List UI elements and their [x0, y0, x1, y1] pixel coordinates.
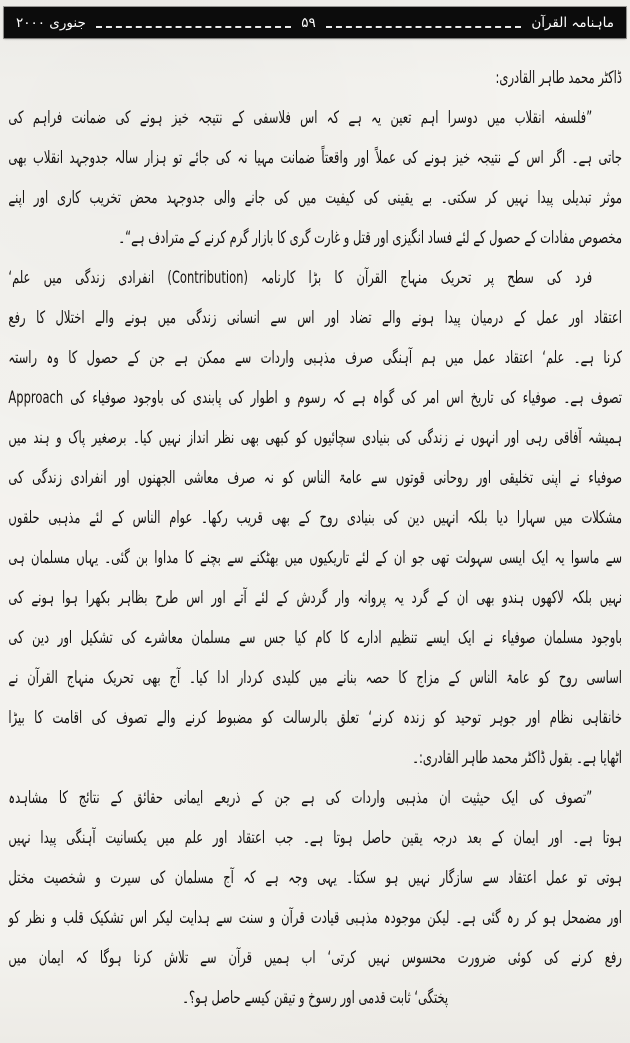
text-line: [8, 458, 622, 498]
text-line-content: اٹھایا ہے۔ بقول ڈاکٹر محمد طاہر القادری:۔: [412, 748, 622, 768]
dash-divider: [326, 26, 522, 28]
text-line: [8, 298, 622, 338]
text-line-content: اور مضمحل ہو کر رہ گئی ہے۔ لیکن موجودہ مذہبی قیادت قرآن و سنت سے ہدایت لیکر اس تشکیک قلب و نظر کو: [8, 908, 622, 928]
text-line: [8, 98, 622, 138]
text-line-content: کرنا ہے۔ علم‘ اعتقاد عمل میں ہم آہنگی صرف مذہبی واردات سے ممکن ہے جن کے حصول کا وہ راستہ: [8, 348, 622, 368]
text-line: [8, 138, 622, 178]
text-line-content: نہیں بلکہ لاکھوں ہندو بھی ان کے گرد یہ پروانہ وار گردش کے لئے آتے اور اس طرح بظاہر بکھرا ہوا ہونے کی: [8, 588, 622, 608]
text-line: [8, 978, 622, 1018]
text-line: [8, 378, 622, 418]
text-line: [8, 818, 622, 858]
text-line: [8, 338, 622, 378]
page-number: ۵۹: [301, 14, 316, 31]
text-line-content: تصوف ہے۔ صوفیاء کی تاریخ اس امر کی گواہ ہے کہ رسوم و اطوار کی پابندی کی باوجود صوفیاء کی Approach: [8, 388, 622, 408]
dash-divider: [96, 26, 292, 28]
text-line-content: ہوتا ہے۔ اور ایمان کے بعد درجہ یقین حاصل ہوتا ہے۔ جب اعتقاد اور علم میں یکسانیت آہنگی پیدا نہیں: [8, 828, 622, 848]
text-line-content: اساسی روح کو عامۃ الناس کے مزاج کا حصہ بنانے میں کلیدی کردار ادا کیا۔ آج بھی تحریک منہاج القرآن نے: [8, 668, 622, 688]
text-line: [8, 858, 622, 898]
text-line-content: مشکلات میں سہارا دیا بلکہ انہیں دین کی بنیادی روح کے بھی قریب رکھا۔ عوام الناس کے لئے مذہبی حلقوں: [8, 508, 622, 528]
text-line-content: ہوتی تو عمل اعتقاد سے سازگار نہیں ہو سکتا۔ یہی وجہ ہے کہ آج مسلمان کی سیرت و شخصیت مختل: [8, 868, 622, 888]
text-line: [8, 258, 622, 298]
text-line-content: سے ماسوا یہ ایک ایسی سہولت تھی جو ان کے لئے تاریکیوں میں بھٹکنے سے بچنے کا مداوا بن گئی۔ یہاں مسلمان ہی: [8, 548, 622, 568]
text-line-content: ڈاکٹر محمد طاہر القادری:: [495, 68, 622, 88]
text-line-content: خانقاہی نظام اور جوہر توحید کو زندہ کرنے‘ تعلق بالرسالت کو مضبوط کرنے والے تصوف کی اقامت کا بیڑا: [8, 708, 622, 728]
text-line-content: ”فلسفہ انقلاب میں دوسرا اہم تعین یہ ہے کہ اس فلاسفی کے نتیجہ خیز ہونے کی ضمانت فراہم کی: [8, 108, 593, 128]
text-line: [8, 898, 622, 938]
text-line-content: رفع کرنے کی کوئی ضرورت محسوس نہیں کرتی‘ اب ہمیں قرآن سے تلاش کرنا ہوگا کہ ایمان میں: [8, 948, 622, 968]
text-line: [8, 418, 622, 458]
text-line-content: فرد کی سطح پر تحریک منہاج القرآن کا بڑا کارنامہ (Contribution) انفرادی زندگی میں علم‘: [8, 268, 593, 288]
text-line: [8, 658, 622, 698]
text-line: [8, 498, 622, 538]
article-text-block: [8, 58, 622, 1018]
text-line: [8, 538, 622, 578]
page-header-bar: [4, 7, 626, 38]
text-line-content: موثر تبدیلی پیدا نہیں کر سکتی۔ بے یقینی کی کیفیت میں کی جانے والی جدوجہد محض تخریب کاری اور اپنے: [8, 188, 622, 208]
text-line-content: صوفیاء نے اپنی تخلیقی اور روحانی قوتوں سے عامۃ الناس کو نہ صرف معاشی الجھنوں اور انفرادی زندگی کی: [8, 468, 622, 488]
text-line-content: اعتقاد اور عمل کے درمیان پیدا ہونے والے تضاد اور اس سے انسانی زندگی میں ہونے والے اختلال کا رفع: [8, 308, 622, 328]
text-line: [8, 618, 622, 658]
text-line: [8, 178, 622, 218]
text-line: [8, 218, 622, 258]
text-line: [8, 738, 622, 778]
text-line-content: ”تصوف کی ایک حیثیت ان مذہبی واردات کی ہے جن کے ذریعے ایمانی حقائق کے نتائج کا مشاہدہ: [8, 788, 593, 808]
text-line: [8, 938, 622, 978]
text-line-content: جاتی ہے۔ اگر اس کے نتیجہ خیز ہونے کی عملاً اور واقعتاً ضمانت مہیا نہ کی جائے تو ہزار سالہ جدوجہد انقلاب بھی: [8, 148, 622, 168]
issue-date: جنوری ۲۰۰۰: [16, 14, 86, 31]
text-line-content: پختگی‘ ثابت قدمی اور رسوخ و تیقن کیسے حاصل ہو؟۔: [182, 988, 449, 1008]
text-line: [8, 698, 622, 738]
magazine-title: ماہنامہ القرآن: [531, 14, 614, 31]
text-line: [8, 778, 622, 818]
text-line: [8, 58, 622, 98]
text-line-content: باوجود مسلمان صوفیاء نے ایک ایسے تنظیم ادارے کا کام کیا جس سے مسلمان معاشرے کی تشکیل اور دین کی: [8, 628, 622, 648]
text-line-content: مخصوص مفادات کے حصول کے لئے فساد انگیزی اور قتل و غارت گری کا بازار گرم کرنے کے مترادف ہے“۔: [118, 228, 622, 248]
text-line: [8, 578, 622, 618]
text-line-content: ہمیشہ آفاقی رہی اور انہوں نے زندگی کی بنیادی سچائیوں کو کبھی بھی نظر انداز نہیں کیا۔ برصغیر پاک و ہند میں: [8, 428, 622, 448]
